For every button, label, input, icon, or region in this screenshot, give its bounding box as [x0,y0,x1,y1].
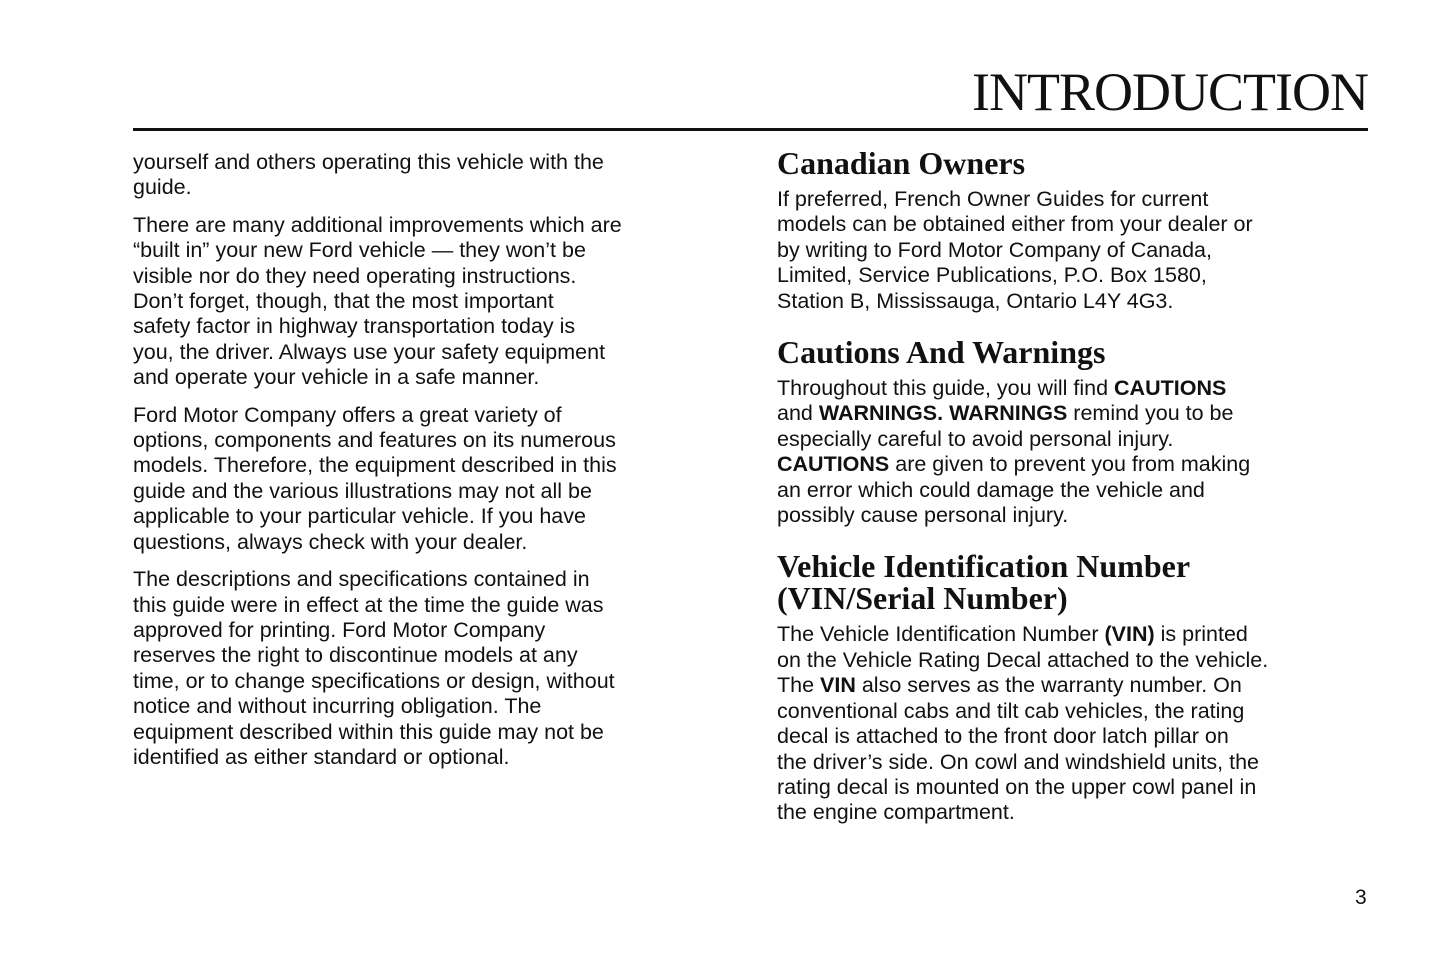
canadian-owners-heading: Canadian Owners [777,145,1026,181]
cautions-text-5: are given to prevent you from making an error which could damage the vehicle and possibly cause personal injury. [777,452,1251,528]
vin-heading: Vehicle Identification Number (VIN/Serial Number) [777,548,1191,617]
intro-paragraph-improvements: There are many additional improvements which are “built in” your new Ford vehicle — they won’t be visible nor do they need operating instructions. Don’t forget, though, that the most important safety factor in highway transportation today is you, the driver. Always use your safety equipment and operate your vehicle in a safe manner. [133,212,622,390]
vin-bold-term: VIN [820,673,856,698]
page-number: 3 [1355,886,1367,909]
cautions-text-2: and [777,401,813,426]
intro-paragraph-continued: yourself and others operating this vehicle with the guide. [133,150,604,200]
cautions-bold-term-2: CAUTIONS [777,452,890,477]
canadian-owners-body: If preferred, French Owner Guides for current models can be obtained either from your dealer or by writing to Ford Motor Company of Canada, Limited, Service Publications, P.O. Box 1580, Station B, Mississauga, Ontario L4Y 4G3. [777,187,1253,313]
warnings-bold-term: WARNINGS. [818,401,944,426]
intro-paragraph-options: Ford Motor Company offers a great variety of options, components and features on its numerous models. Therefore, the equipment described in this guide and the various illustrations may not all be applicable to your particular vehicle. If you have questions, always check with your dealer. [133,402,617,554]
section-title: INTRODUCTION [972,62,1368,122]
right-column [777,145,1377,838]
vin-text-2: is printed on the Vehicle Rating Decal attached to the vehicle. The [777,622,1269,698]
cautions-text-1: Throughout this guide, you will find [777,376,1115,401]
cautions-bold-term: CAUTIONS [1114,376,1227,401]
vin-bold-abbrev: (VIN) [1104,622,1155,647]
left-column [133,150,733,782]
cautions-warnings-body [777,376,1377,528]
page-header [133,60,1368,131]
intro-paragraph-specifications: The descriptions and specifications contained in this guide were in effect at the time the guide was approved for printing. Ford Motor Company reserves the right to discontinue models at any time, or to change specifications or design, without notice and without incurring obligation. The equipment described within this guide may not be identified as either standard or optional. [133,567,615,769]
cautions-warnings-heading: Cautions And Warnings [777,334,1106,371]
cautions-text-4: remind you to be especially careful to avoid personal injury. [777,401,1234,451]
vin-text-1: The Vehicle Identification Number [777,622,1105,647]
vin-text-3: also serves as the warranty number. On conventional cabs and tilt cab vehicles, the rating decal is attached to the front door latch pillar on the driver’s side. On cowl and windshield units, the rating decal is mounted on the upper cowl panel in the engine compartment. [777,673,1260,825]
warnings-bold-term-2: WARNINGS [949,401,1068,426]
vin-body [777,622,1377,825]
